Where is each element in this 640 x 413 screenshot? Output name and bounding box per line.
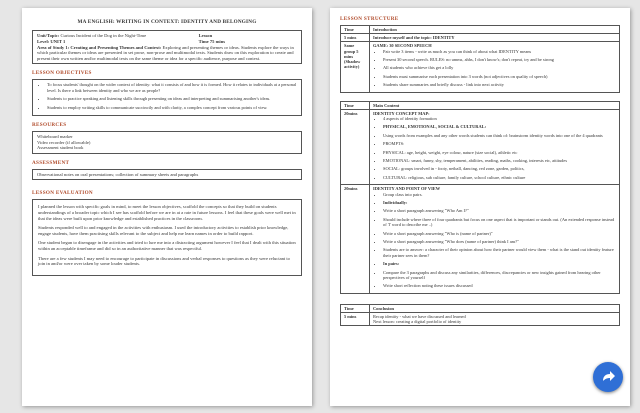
col-time-header: Time	[341, 304, 370, 312]
level-label: Level: UNIT 1	[37, 38, 66, 44]
resources-heading: RESOURCES	[32, 121, 67, 128]
evaluation-paragraph: Students responded well to and engaged in the activities with enthusiasm. I used the introductory activities to establish prior knowledge, engage students, have them practising skills relevant to the subject and help me learn names in order to build rapport.	[38, 225, 289, 236]
activity-item: • Write a short paragraph answering "Who Am I?"	[383, 208, 616, 213]
row-time: 20mins	[341, 109, 370, 184]
evaluation-paragraph: I planned the lesson with specific goals in mind, to meet the lesson objectives, scaffold the concepts so that they build on students understandings of a broader topic which I see has scaffold before we are in at a rate in future lessons. I feel that these goals were well met in that the ideas were built upon prior knowledge and established practices in the classroom.	[38, 204, 296, 221]
document-page-left	[22, 8, 312, 406]
activity-item: • Individually:	[383, 200, 616, 205]
evaluation-box	[32, 199, 302, 275]
activity-item: • Write a short paragraph answering "Who is (name of partner)"	[383, 231, 616, 236]
document-page-right	[330, 8, 630, 406]
row-text: Introduce myself and the topic: IDENTITY	[370, 34, 620, 42]
activity-item: • Students must summarise each presentation into 3 words (not adjectives on quality of speech)	[383, 74, 616, 79]
activity-title: IDENTITY CONCEPT MAP:	[373, 110, 430, 116]
area-of-study-text: Exploring and presenting themes or ideas. Students explore the ways in which particular themes or ideas are presented in set prose, non-prose and multimodal texts. Students draw on this exploration to create and present their own written and/or multimodal texts on the same theme or idea for a specific audience, purpose and context.	[37, 44, 294, 61]
objectives-heading: LESSON OBJECTIVES	[32, 70, 92, 77]
assessment-box	[32, 169, 302, 181]
activity-item: • Write short reflection noting these issues discussed	[383, 283, 616, 288]
evaluation-paragraph: There are a few students I may need to encourage to participate in discussions and verbal responses to questions as they were reluctant to join in and/or were over taken by some louder students.	[38, 255, 290, 267]
assessment-text: Observational notes on oral presentations; collection of summary sheets and paragraphs	[37, 171, 199, 177]
resource-item: Assessment student book	[37, 145, 84, 151]
activity-item: • SOCIAL: groups involved in - footy, netball, dancing, red zone, garden, politics,	[383, 166, 616, 171]
assessment-heading: ASSESSMENT	[32, 159, 70, 166]
main-content-table	[340, 101, 620, 294]
resource-item: Whiteboard marker	[37, 133, 73, 139]
col-title-header: Conclusion	[370, 304, 620, 312]
activity-item: • Pair write 3 items - write as much as you can think of about what IDENTITY means	[383, 49, 616, 54]
col-time-header: Time	[341, 101, 370, 109]
row-time: 5 mins	[341, 312, 370, 325]
activity-item: • PROMPTS:	[383, 141, 616, 146]
activity-item: • CULTURAL: religious, sub culture, family culture, school culture, ethnic culture	[383, 175, 616, 180]
conclusion-table	[340, 304, 620, 327]
row-time: Same group 5 mins (Shadow activity)	[341, 42, 370, 92]
activity-item: • Should include where three of four quadrants but focus on one aspect that is important or stands out. (An extended response instead of 'I' word to describe me ..)	[383, 217, 616, 228]
objective-item: • Students to practice speaking and listening skills through presenting on ideas and interpreting and summarising another's ideas.	[47, 96, 297, 101]
row-time: 20mins	[341, 185, 370, 293]
col-title-header: Main Content	[370, 101, 620, 109]
objective-item: • Students to employ writing skills to communicate succinctly and with clarity, a complex concept from various points of view.	[47, 105, 297, 110]
conclusion-line: Next lesson: creating a digital portfolio of identity	[373, 319, 462, 325]
activity-item: • Using words from examples and any other words students can think of: brainstorm identity words into one of the 4 quadrants	[383, 133, 616, 138]
activity-item: • Write a short paragraph answering "Who does (name of partner) think I am?"	[383, 239, 616, 244]
resources-box	[32, 131, 302, 154]
activity-item: • Group class into pairs.	[383, 192, 616, 197]
activity-item: • All students who achieve this get a lolly	[383, 65, 616, 70]
activity-item: • Compare the 3 paragraphs and discuss any similarities, differences, discrepancies or new insights gained from hearing other perspectives of yourself	[383, 270, 616, 281]
col-title-header: Introduction	[370, 26, 620, 34]
area-of-study-label: Area of Study 1: Creating and Presenting Themes and Context:	[37, 44, 162, 50]
evaluation-heading: LESSON EVALUATION	[32, 190, 93, 197]
time-label: Time 75 mins	[198, 38, 226, 44]
share-button[interactable]	[593, 362, 623, 392]
unit-topic: Curious Incident of the Dog in the Night-Time	[60, 33, 147, 39]
unit-topic-label: Unit/Topic:	[37, 33, 60, 39]
evaluation-paragraph: One student began to disengage in the activities and tried to lure me into a distracting argument however I feel that I dealt with this situation within an acceptable timeframe and did so in an authoritative manner that was respectful.	[38, 240, 296, 251]
activity-title: IDENTITY AND POINT OF VIEW	[373, 186, 441, 192]
objectives-box	[32, 79, 302, 116]
activity-item: • Students are to answer: a character of their opinion about how their partner would view them - what is the stand out identity feature their partner sees in them?	[383, 247, 616, 258]
conclusion-line: Recap identity - what we have discussed and learned	[373, 313, 466, 319]
introduction-table	[340, 25, 620, 93]
resource-item: Video recorder (if allowable)	[37, 139, 91, 145]
objective-item: • To focus students' thought on the wider context of identity: what it consists of and how it is formed. How it relates to individuals at a personal level. Is there a link between identity and who we are as people?	[47, 82, 297, 93]
row-time: 5 mins	[341, 34, 370, 42]
activity-item: • PHYSICAL: age, height, weight, eye colour, nature (size social), athletic etc	[383, 150, 616, 155]
activity-item: • PHYSICAL, EMOTIONAL, SOCIAL & CULTURAL:	[383, 124, 616, 129]
col-time-header: Time	[341, 26, 370, 34]
document-header: MA ENGLISH: WRITING IN CONTEXT: IDENTITY AND BELONGING	[77, 19, 257, 26]
activity-item: • Students share summaries and briefly discuss - link into next activity	[383, 82, 616, 87]
activity-item: • EMOTIONAL: smart, funny, shy, temperament, abilities, reading, maths, cooking, interests etc, attitudes	[383, 158, 616, 163]
activity-title: GAME: 30 SECOND SPEECH	[373, 43, 432, 49]
lesson-info-box	[32, 30, 302, 64]
lesson-label: Lesson	[198, 33, 213, 39]
activity-item: • 4 aspects of identity formation	[383, 116, 616, 121]
activity-item: • In pairs:	[383, 261, 616, 266]
structure-heading: LESSON STRUCTURE	[340, 16, 399, 22]
activity-item: • Present 30 second speech. RULES: no umms, ahhs, I don't know's; don't repeat, try and be strong	[383, 57, 616, 62]
share-arrow-icon	[600, 369, 616, 385]
